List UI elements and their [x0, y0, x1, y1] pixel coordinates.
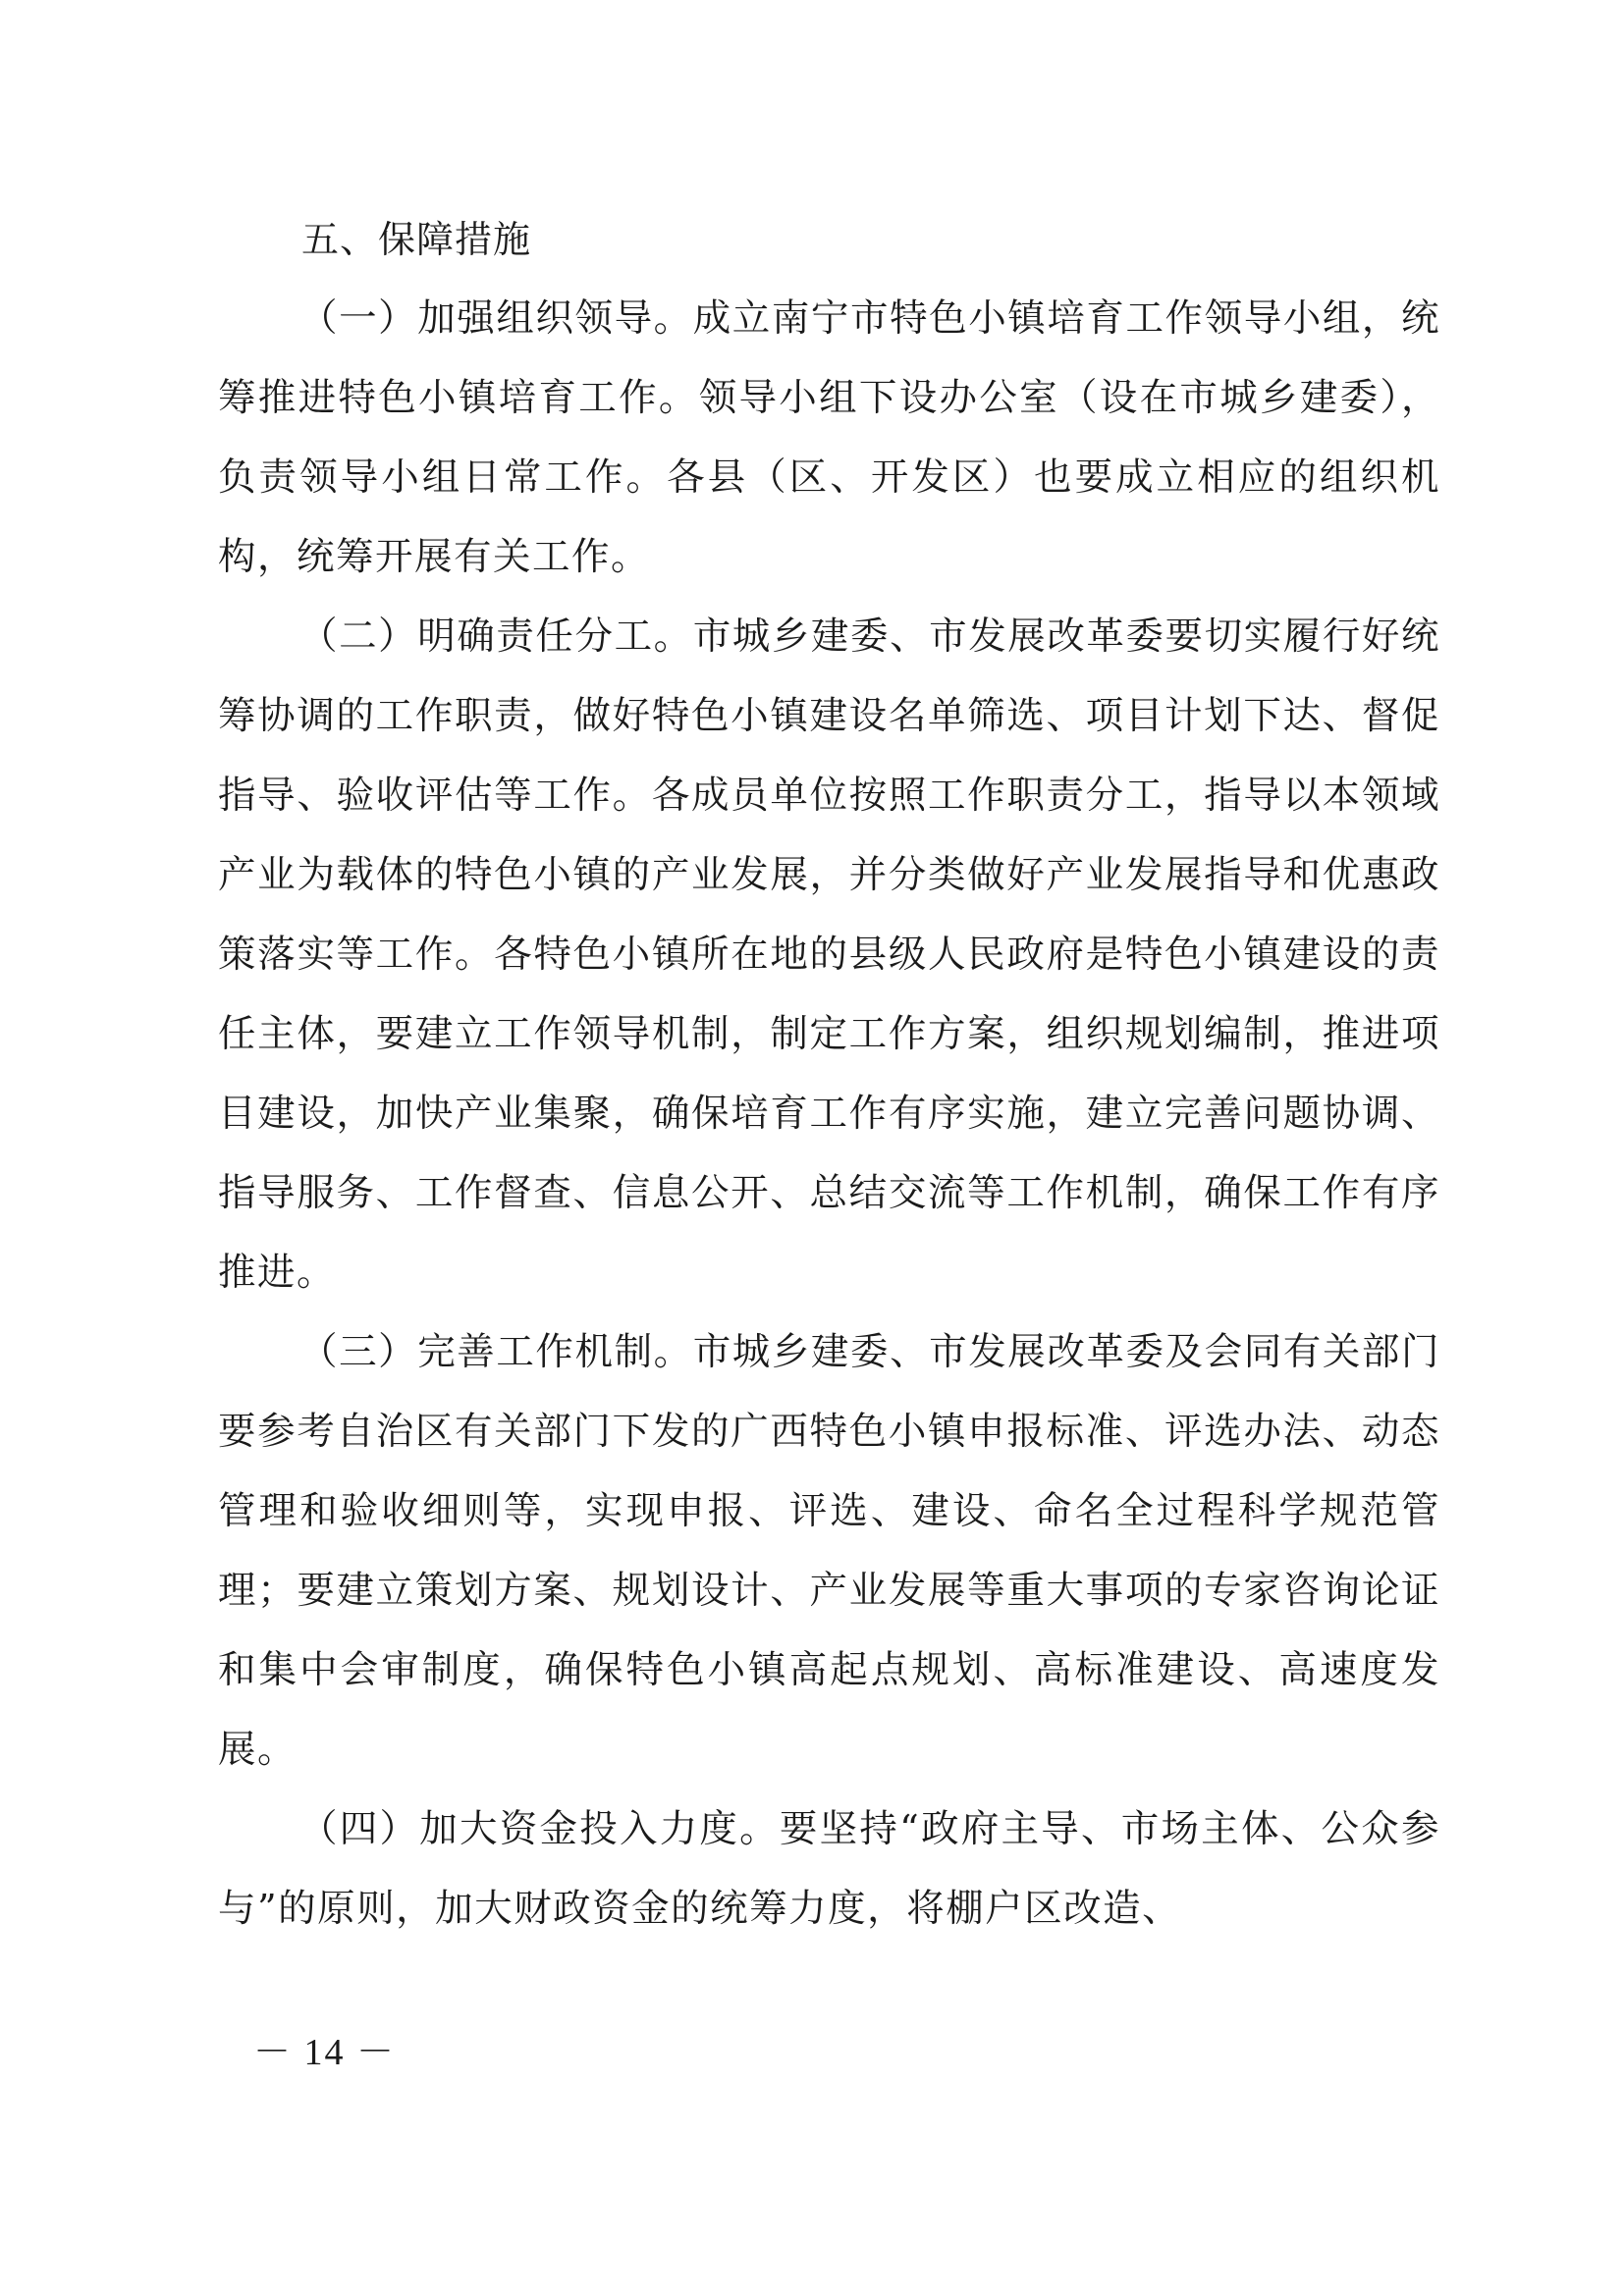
paragraph-work-mechanism: （三）完善工作机制。市城乡建委、市发展改革委及会同有关部门要参考自治区有关部门下发的广西特色小镇申报标准、评选办法、动态管理和验收细则等，实现申报、评选、建设、命名全过程科学规范管理；要建立策划方案、规划设计、产业发展等重大事项的专家咨询论证和集中会审制度，确保特色小镇高起点规划、高标准建设、高速度发展。: [218, 1330, 1440, 1772]
page-number: － 14 －: [253, 2032, 397, 2073]
paragraph-organization-leadership: （一）加强组织领导。成立南宁市特色小镇培育工作领导小组，统筹推进特色小镇培育工作。领导小组下设办公室（设在市城乡建委），负责领导小组日常工作。各县（区、开发区）也要成立相应的组织机构，统筹开展有关工作。: [218, 296, 1440, 579]
paragraph-funding-investment: （四）加大资金投入力度。要坚持“政府主导、市场主体、公众参与”的原则，加大财政资金的统筹力度，将棚户区改造、: [218, 1807, 1440, 1931]
paragraph-responsibility-division: （二）明确责任分工。市城乡建委、市发展改革委要切实履行好统筹协调的工作职责，做好特色小镇建设名单筛选、项目计划下达、督促指导、验收评估等工作。各成员单位按照工作职责分工，指导以本领域产业为载体的特色小镇的产业发展，并分类做好产业发展指导和优惠政策落实等工作。各特色小镇所在地的县级人民政府是特色小镇建设的责任主体，要建立工作领导机制，制定工作方案，组织规划编制，推进项目建设，加快产业集聚，确保培育工作有序实施，建立完善问题协调、指导服务、工作督查、信息公开、总结交流等工作机制，确保工作有序推进。: [218, 614, 1440, 1295]
page-body: [218, 210, 1440, 1949]
section-heading: 五、保障措施: [301, 218, 532, 261]
